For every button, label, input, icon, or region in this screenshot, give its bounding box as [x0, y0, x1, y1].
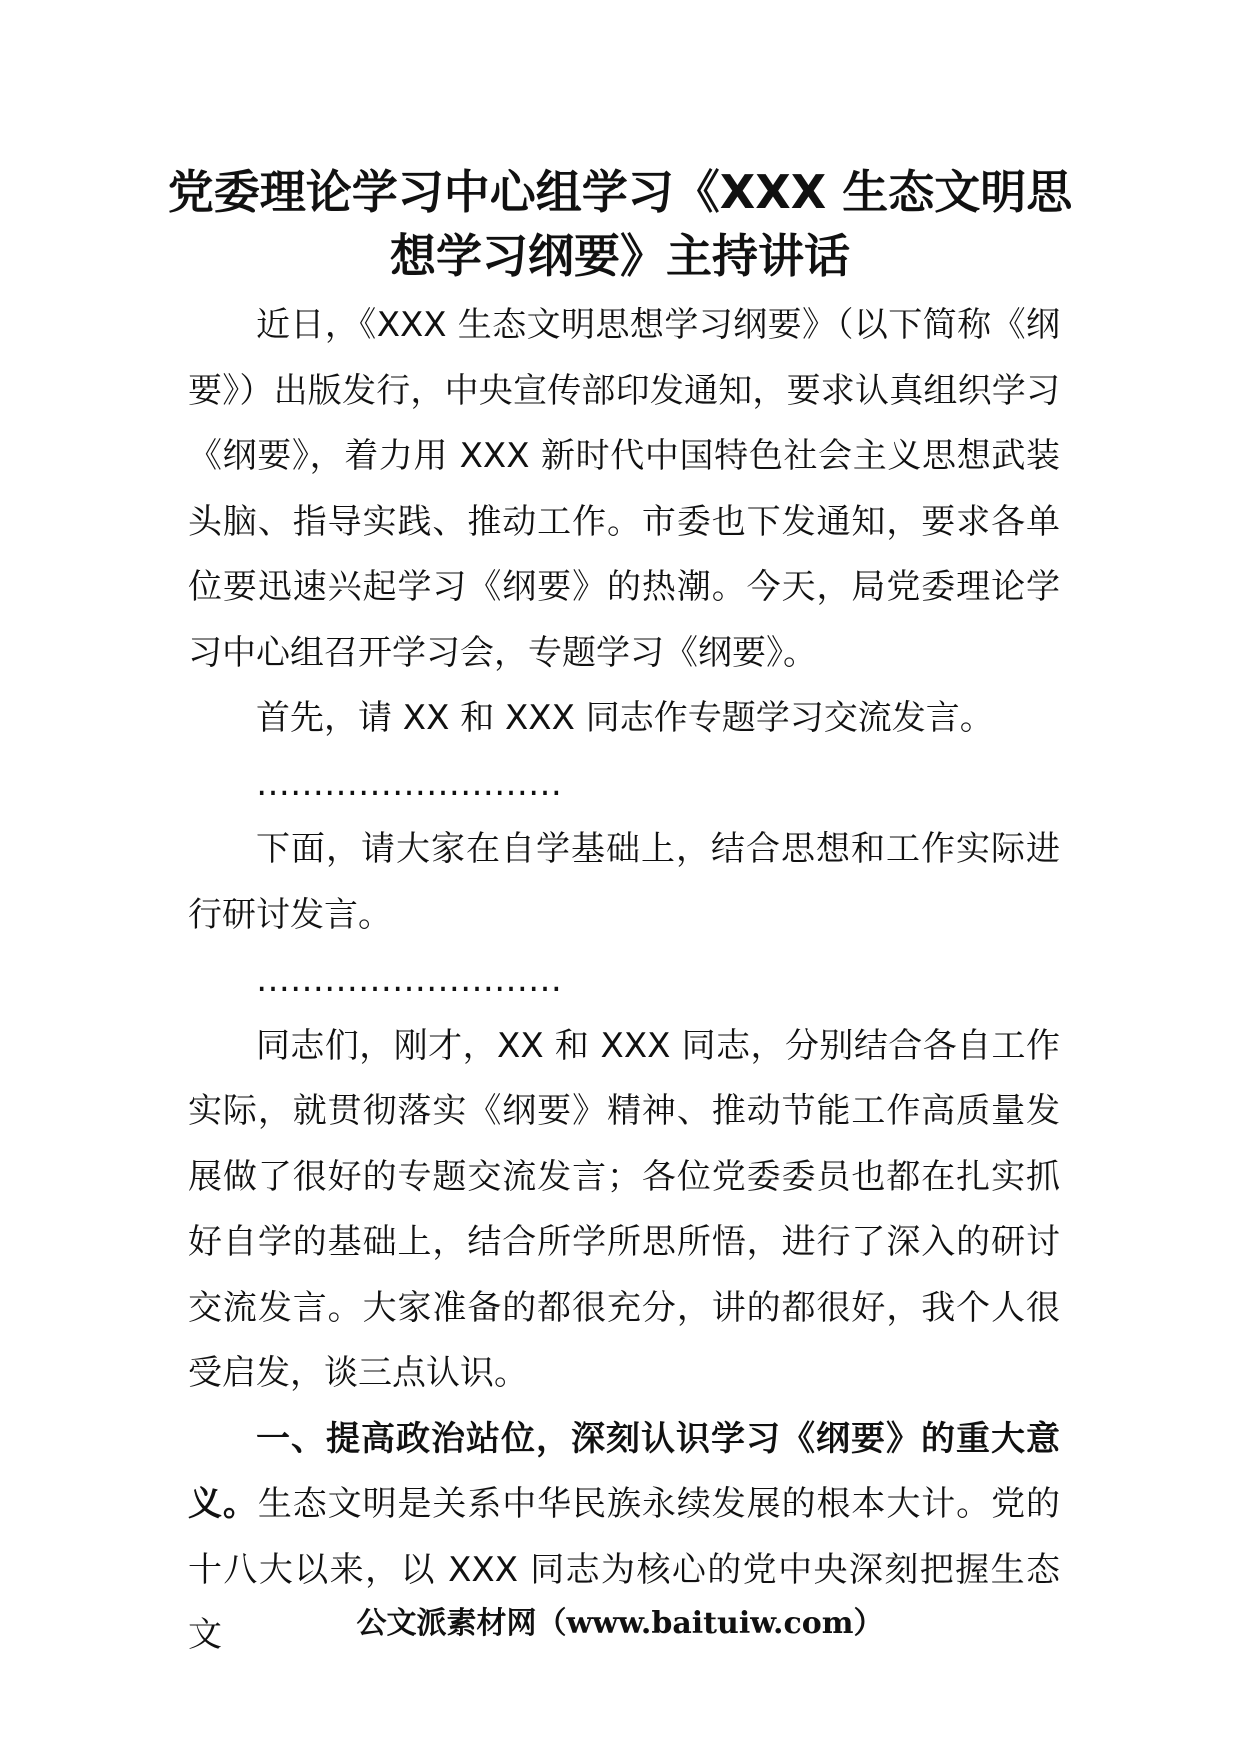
section-one-heading: 一、提高政治站位，深刻认识学习《纲要》的重大意义。 [188, 1418, 1060, 1524]
document-body [188, 293, 1060, 1669]
document-title-line-2: 想学习纲要》主持讲话 [390, 229, 850, 283]
footer-watermark: 公文派素材网（www.baituiw.com） [356, 1606, 884, 1641]
paragraph-ellipsis-2: ……………………… [256, 960, 562, 1000]
paragraph-summary: 同志们，刚才，XX 和 XXX 同志，分别结合各自工作实际，就贯彻落实《纲要》精神、推动节能工作高质量发展做了很好的专题交流发言；各位党委委员也都在扎实抓好自学的基础上，结合所学所思所悟，进行了深入的研讨交流发言。大家准备的都很充分，讲的都很好，我个人很受启发，谈三点认识。 [188, 1025, 1060, 1393]
paragraph-first-speakers: 首先，请 XX 和 XXX 同志作专题学习交流发言。 [256, 698, 994, 738]
document-title [150, 160, 1090, 288]
document-title-line-1: 党委理论学习中心组学习《XXX 生态文明思 [167, 165, 1073, 219]
paragraph-intro: 近日，《XXX 生态文明思想学习纲要》（以下简称《纲要》）出版发行，中央宣传部印发通知，要求认真组织学习《纲要》，着力用 XXX 新时代中国特色社会主义思想武装头脑、指导实践、推动工作。市委也下发通知，要求各单位要迅速兴起学习《纲要》的热潮。今天，局党委理论学习中心组召开学习会，专题学习《纲要》。 [188, 305, 1060, 673]
section-one-text: 生态文明是关系中华民族永续发展的根本大计。党的十八大以来，以 XXX 同志为核心的党中央深刻把握生态文 [188, 1484, 1061, 1655]
paragraph-ellipsis-1: ……………………… [256, 763, 562, 804]
paragraph-discussion: 下面，请大家在自学基础上，结合思想和工作实际进行研讨发言。 [188, 829, 1060, 935]
